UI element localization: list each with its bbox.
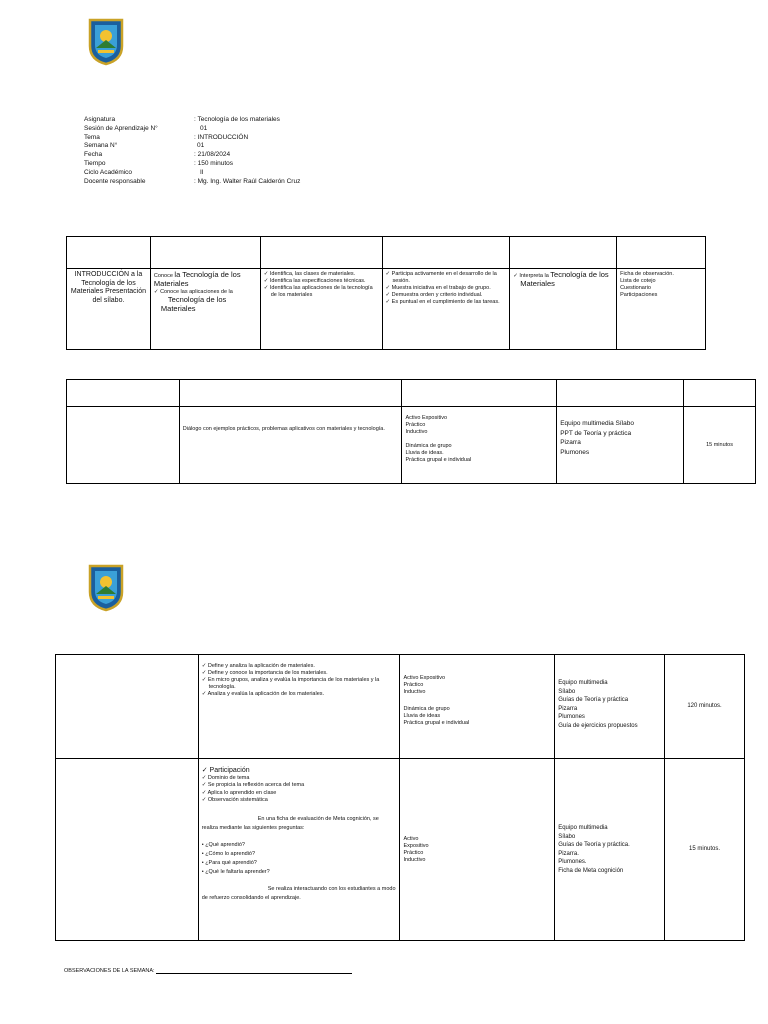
value-ciclo: II	[200, 168, 204, 176]
resource-line: Guías de Teoría y práctica.	[558, 842, 630, 848]
time-cell: 15 minutos	[684, 407, 756, 484]
value-semana: 01	[197, 142, 205, 150]
capacity-text: la Tecnología de los Materiales	[153, 270, 241, 288]
time-cell: 120 minutos.	[665, 655, 745, 759]
stage-cell	[56, 759, 199, 941]
instrument-line: Cuestionario	[620, 285, 651, 291]
header-cell	[179, 380, 402, 407]
institution-seal-logo	[86, 16, 126, 66]
label-tiempo: Tiempo	[84, 159, 106, 167]
evaluation-item: ✓ Dominio de tema	[202, 775, 397, 783]
table-row	[56, 759, 745, 941]
knowledge-cell	[260, 269, 382, 350]
method-line: Dinámica de grupo	[405, 443, 452, 449]
label-tema: Tema	[84, 133, 100, 141]
value-tiempo: : 150 minutos	[194, 159, 234, 167]
resources-cell	[555, 759, 665, 941]
evaluation-item: ✓ Aplica lo aprendido en clase	[202, 790, 397, 798]
activity-cell: Diálogo con ejemplos prácticos, problemas aplicativos con materiales y tecnología.	[179, 407, 402, 484]
value-fecha: : 21/08/2024	[194, 151, 231, 159]
header-cell	[150, 237, 260, 269]
label-asignatura: Asignatura	[84, 116, 116, 123]
resource-line: Plumones	[558, 714, 585, 720]
methods-cell	[400, 655, 555, 759]
capacity-item-small: Conoce las aplicaciones de la	[160, 289, 233, 295]
method-line: Lluvia de ideas.	[405, 450, 444, 456]
metacognition-question: • ¿Qué aprendió?	[202, 841, 397, 850]
header-cell	[382, 237, 510, 269]
observations-footer	[64, 968, 352, 974]
label-ciclo: Ciclo Académico	[84, 168, 133, 176]
method-line: Lluvia de ideas	[403, 713, 441, 719]
activities-table-development	[55, 654, 745, 941]
activity-item: ✓ Define y conoce la importancia de los materiales.	[202, 670, 397, 677]
knowledge-item: ✓ Identifica, las clases de materiales.	[264, 271, 379, 278]
table-row	[67, 407, 756, 484]
observations-blank-line[interactable]	[156, 973, 352, 974]
method-line: Práctico	[403, 849, 424, 856]
evaluation-item: ✓ Observación sistemática	[202, 797, 397, 805]
header-cell	[617, 237, 706, 269]
indicator-big: Tecnología de los Materiales	[520, 270, 609, 288]
metacognition-question: • ¿Qué le faltaría aprender?	[202, 868, 397, 877]
method-line: Dinámica de grupo	[403, 706, 450, 712]
method-line: Inductivo	[403, 689, 426, 695]
time-cell: 15 minutos.	[665, 759, 745, 941]
attitude-cell	[382, 269, 510, 350]
indicator-small: Interpreta la	[519, 273, 549, 279]
resource-line: Pizarra	[558, 705, 578, 712]
closing-text: Se realiza interactuando con los estudiantes a modo de refuerzo consolidando el aprendizaje.	[201, 885, 396, 901]
capacity-item	[154, 289, 257, 314]
activity-item: ✓ Analiza y evalúa la aplicación de los materiales.	[202, 691, 397, 698]
capacity-cell	[150, 269, 260, 350]
topic-cell: INTRODUCCIÓN a la Tecnología de los Materiales Presentación del sílabo.	[67, 269, 151, 350]
resource-line: Plumones	[560, 448, 590, 456]
capacity-item-big: Tecnología de los Materiales	[160, 295, 227, 313]
evaluation-item: ✓ Participación	[202, 767, 397, 775]
instruments-cell	[617, 269, 706, 350]
competencies-table	[66, 236, 706, 350]
capacity-prefix: Conoce	[153, 273, 173, 279]
stage-cell	[56, 655, 199, 759]
resource-line: Equipo multimedia Sílabo	[560, 420, 634, 427]
attitude-item: ✓ Muestra iniciativa en el trabajo de grupo.	[386, 285, 507, 292]
methods-cell	[402, 407, 557, 484]
method-line: Activo	[403, 835, 419, 842]
method-line: Activo Expositivo	[403, 675, 446, 681]
attitude-item: ✓ Demuestra orden y criterio individual.	[386, 292, 507, 299]
method-line: Inductivo	[405, 429, 428, 435]
resource-line: Plumones.	[558, 859, 587, 865]
label-semana: Semana N°	[84, 142, 118, 150]
method-line: Práctico	[405, 422, 426, 428]
method-line: Práctico	[403, 682, 424, 688]
table-header-row	[67, 237, 706, 269]
method-line: Práctica grupal e individual	[403, 720, 470, 726]
resources-cell	[557, 407, 684, 484]
resource-line: Sílabo	[558, 833, 576, 840]
header-cell	[402, 380, 557, 407]
resource-line: Guías de Teoría y práctica	[558, 697, 629, 703]
method-line: Expositivo	[403, 842, 429, 849]
knowledge-item: ✓ Identifica las aplicaciones de la tecnología de los materiales	[264, 285, 379, 299]
header-cell	[67, 380, 180, 407]
table-row	[56, 655, 745, 759]
value-sesion: 01	[200, 124, 208, 132]
evaluation-item: ✓ Se propicia la reflexión acerca del tema	[202, 782, 397, 790]
resource-line: Equipo multimedia	[558, 825, 608, 831]
header-cell	[684, 380, 756, 407]
label-fecha: Fecha	[84, 151, 103, 159]
header-cell	[260, 237, 382, 269]
value-docente: : Mg. Ing. Walter Raúl Calderón Cruz	[194, 177, 301, 185]
method-line: Inductivo	[403, 856, 426, 863]
value-tema: : INTRODUCCIÓN	[194, 133, 249, 141]
table-header-row	[67, 380, 756, 407]
indicator-item	[513, 271, 613, 289]
header-cell	[510, 237, 617, 269]
resource-line: PPT de Teoría y práctica	[560, 429, 632, 437]
indicator-cell	[510, 269, 617, 350]
instrument-line: Lista de cotejo	[620, 278, 656, 284]
session-info	[84, 116, 300, 186]
resource-line: Guía de ejercicios propuestos	[558, 722, 638, 729]
observations-label: OBSERVACIONES DE LA SEMANA:	[64, 968, 155, 974]
header-cell	[557, 380, 684, 407]
metacognition-intro: En una ficha de evaluación de Meta cognición, se realiza mediante las siguientes preguntas:	[201, 815, 379, 831]
knowledge-item: ✓ Identifica las especificaciones técnicas.	[264, 278, 379, 285]
metacognition-question: • ¿Cómo lo aprendió?	[202, 850, 397, 859]
resource-line: Sílabo	[558, 688, 576, 695]
method-line: Práctica grupal e individual	[405, 457, 472, 463]
value-asignatura: : Tecnología de los materiales	[194, 116, 280, 123]
header-cell	[67, 237, 151, 269]
method-line: Activo Expositivo	[405, 415, 448, 421]
methods-cell	[400, 759, 555, 941]
activity-item: ✓ Define y analiza la aplicación de materiales.	[202, 663, 397, 670]
resource-line: Ficha de Meta cognición	[558, 867, 624, 874]
stage-cell	[67, 407, 180, 484]
resources-cell	[555, 655, 665, 759]
metacognition-question: • ¿Para qué aprendió?	[202, 859, 397, 868]
instrument-line: Participaciones	[620, 292, 658, 298]
institution-seal-logo-2	[86, 562, 126, 612]
resource-line: Pizarra	[560, 439, 581, 446]
instrument-line: Ficha de observación.	[620, 271, 674, 277]
development-activities-cell	[198, 655, 400, 759]
activity-item: ✓ En micro grupos, analiza y evalúa la importancia de los materiales y la tecnología.	[202, 677, 397, 691]
attitude-item: ✓ Participa activamente en el desarrollo de la sesión.	[386, 271, 507, 285]
label-sesion: Sesión de Aprendizaje N°	[84, 124, 158, 132]
table-row	[67, 269, 706, 350]
resource-line: Pizarra.	[558, 850, 579, 857]
activities-table-start	[66, 379, 756, 484]
evaluation-activities-cell	[198, 759, 400, 941]
resource-line: Equipo multimedia	[558, 680, 608, 686]
label-docente: Docente responsable	[84, 177, 146, 185]
attitude-item: ✓ Es puntual en el cumplimiento de las tareas.	[386, 299, 507, 306]
